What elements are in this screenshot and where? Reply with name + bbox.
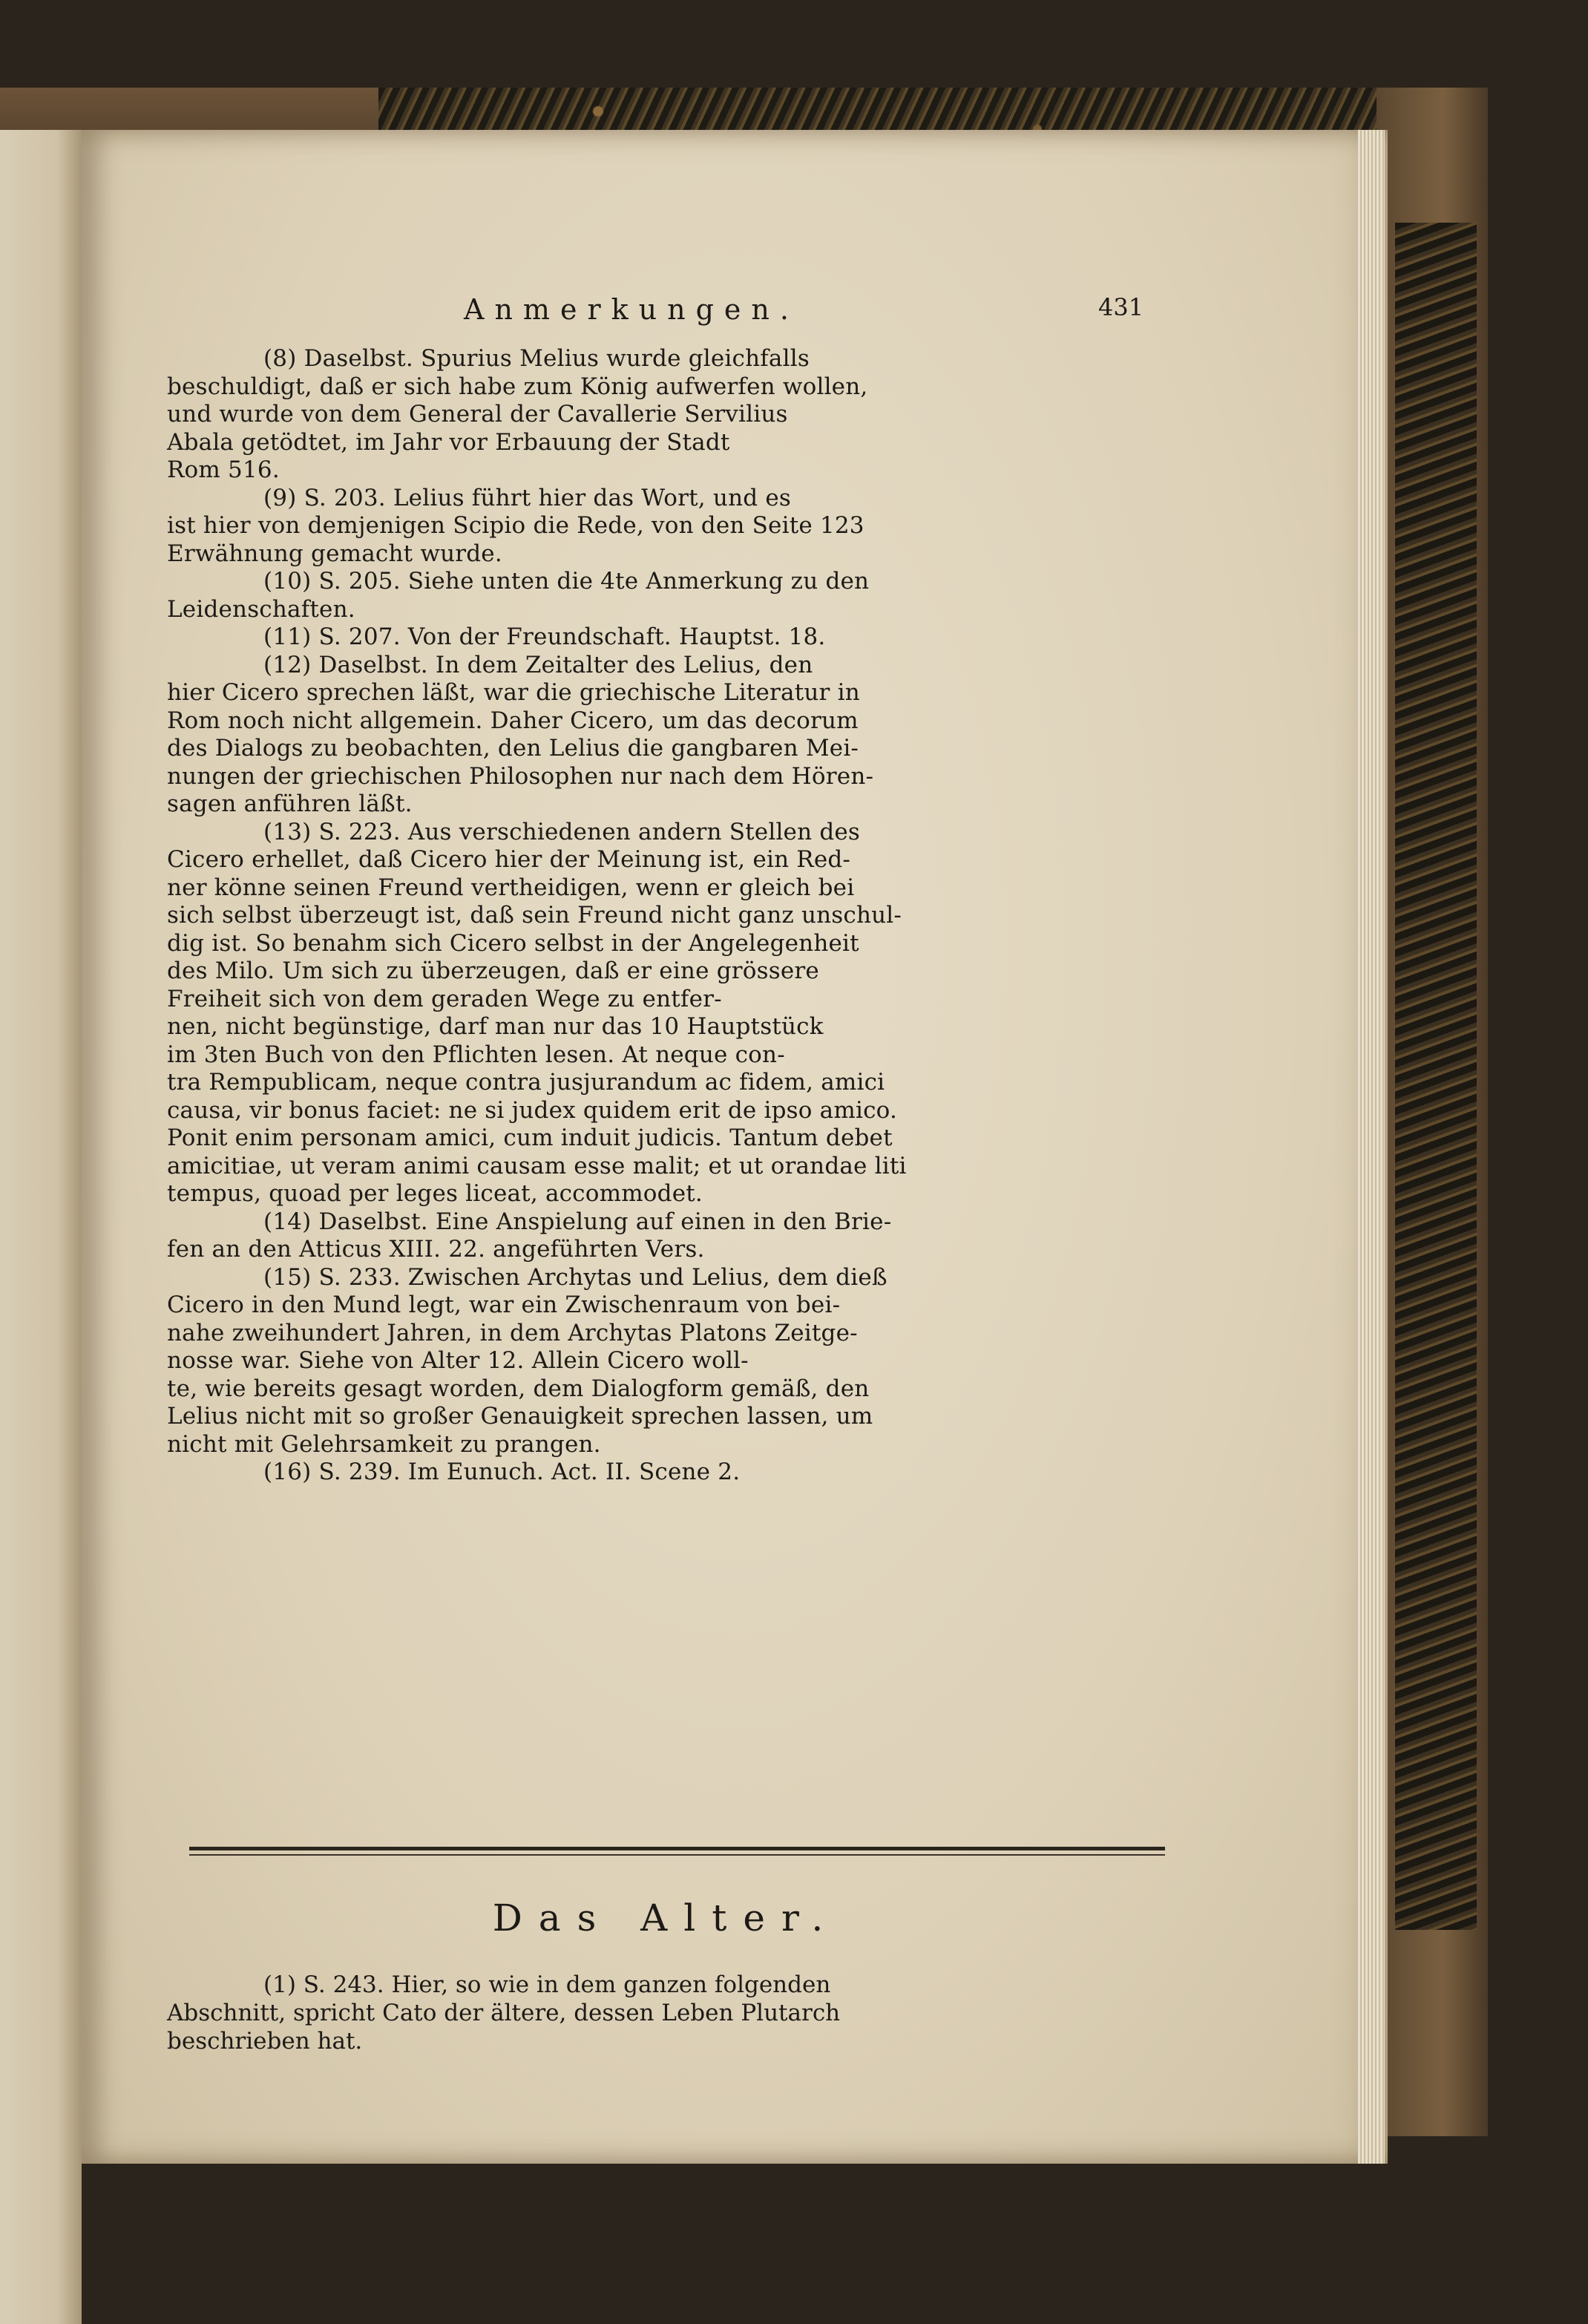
text-line: (14) Daselbst. Eine Anspielung auf einen in den Brie-	[263, 1208, 892, 1235]
text-line: im 3ten Buch von den Pflichten lesen. At neque con-	[167, 1041, 785, 1068]
facing-page-edge	[0, 130, 82, 2324]
page-block-edge	[1358, 130, 1385, 2164]
text-line: te, wie bereits gesagt worden, dem Dialogform gemäß, den	[167, 1375, 870, 1402]
text-line: Erwähnung gemacht wurde.	[167, 540, 502, 567]
running-head: Anmerkungen.	[464, 293, 799, 326]
text-line: causa, vir bonus faciet: ne si judex quidem erit de ipso amico.	[167, 1096, 897, 1124]
text-line: nicht mit Gelehrsamkeit zu prangen.	[167, 1430, 601, 1458]
text-line: Rom 516.	[167, 456, 280, 483]
text-line: des Dialogs zu beobachten, den Lelius die gangbaren Mei-	[167, 735, 859, 762]
text-line: sagen anführen läßt.	[167, 791, 413, 817]
text-line: Lelius nicht mit so großer Genauigkeit sprechen lassen, um	[167, 1403, 873, 1430]
text-line: (15) S. 233. Zwischen Archytas und Lelius, dem dieß	[263, 1263, 887, 1291]
text-line: tra Rempublicam, neque contra jusjurandum ac fidem, amici	[167, 1069, 885, 1096]
text-line: beschuldigt, daß er sich habe zum König aufwerfen wollen,	[167, 373, 868, 400]
text-line: des Milo. Um sich zu überzeugen, daß er eine grössere	[167, 958, 819, 984]
text-line: ist hier von demjenigen Scipio die Rede, von den Seite 123	[167, 512, 864, 539]
text-line: (9) S. 203. Lelius führt hier das Wort, und es	[263, 484, 791, 511]
section-title: Das Alter.	[492, 1896, 840, 1940]
text-line: dig ist. So benahm sich Cicero selbst in der Angelegenheit	[167, 929, 859, 957]
text-line: nungen der griechischen Philosophen nur nach dem Hören-	[167, 762, 874, 790]
text-line: (1) S. 243. Hier, so wie in dem ganzen folgenden	[263, 1971, 831, 1998]
text-line: nen, nicht begünstige, darf man nur das 10 Hauptstück	[167, 1013, 824, 1040]
text-line: (11) S. 207. Von der Freundschaft. Hauptst. 18.	[263, 623, 826, 650]
text-line: hier Cicero sprechen läßt, war die griechische Literatur in	[167, 679, 860, 706]
text-line: (13) S. 223. Aus verschiedenen andern Stellen des	[263, 818, 861, 845]
section-rule	[189, 1847, 1165, 1850]
section-notes	[167, 1971, 1165, 2055]
section-rule-thin	[189, 1854, 1165, 1856]
text-line: nahe zweihundert Jahren, in dem Archytas Platons Zeitge-	[167, 1319, 858, 1346]
marbled-board-right	[1395, 223, 1477, 1930]
text-line: Cicero erhellet, daß Cicero hier der Meinung ist, ein Red-	[167, 846, 851, 873]
text-line: Rom noch nicht allgemein. Daher Cicero, um das decorum	[167, 707, 859, 734]
text-line: beschrieben hat.	[167, 2028, 363, 2055]
text-line: Cicero in den Mund legt, war ein Zwischenraum von bei-	[167, 1292, 841, 1318]
text-line: Abschnitt, spricht Cato der ältere, dessen Leben Plutarch	[167, 2000, 841, 2026]
text-line: Leidenschaften.	[167, 595, 355, 623]
text-line: (16) S. 239. Im Eunuch. Act. II. Scene 2.	[263, 1459, 741, 1485]
text-line: Abala getödtet, im Jahr vor Erbauung der Stadt	[167, 428, 730, 456]
page-text	[167, 293, 1165, 1487]
text-line: amicitiae, ut veram animi causam esse malit; et ut orandae liti	[167, 1152, 907, 1179]
page-header	[167, 293, 1165, 345]
text-line: und wurde von dem General der Cavallerie Servilius	[167, 401, 788, 428]
text-line: Ponit enim personam amici, cum induit judicis. Tantum debet	[167, 1125, 893, 1151]
text-line: (12) Daselbst. In dem Zeitalter des Lelius, den	[263, 651, 813, 678]
text-line: fen an den Atticus XIII. 22. angeführten Vers.	[167, 1236, 705, 1263]
page-number: 431	[1098, 293, 1144, 321]
text-line: Freiheit sich von dem geraden Wege zu entfer-	[167, 985, 722, 1012]
notes-list	[167, 345, 1165, 1487]
text-line: ner könne seinen Freund vertheidigen, wenn er gleich bei	[167, 874, 855, 901]
text-line: sich selbst überzeugt ist, daß sein Freund nicht ganz unschul-	[167, 902, 902, 929]
text-line: nosse war. Siehe von Alter 12. Allein Cicero woll-	[167, 1347, 749, 1374]
text-line: tempus, quoad per leges liceat, accommodet.	[167, 1180, 703, 1207]
text-line: (8) Daselbst. Spurius Melius wurde gleichfalls	[263, 345, 810, 372]
text-line: (10) S. 205. Siehe unten die 4te Anmerkung zu den	[263, 568, 870, 595]
